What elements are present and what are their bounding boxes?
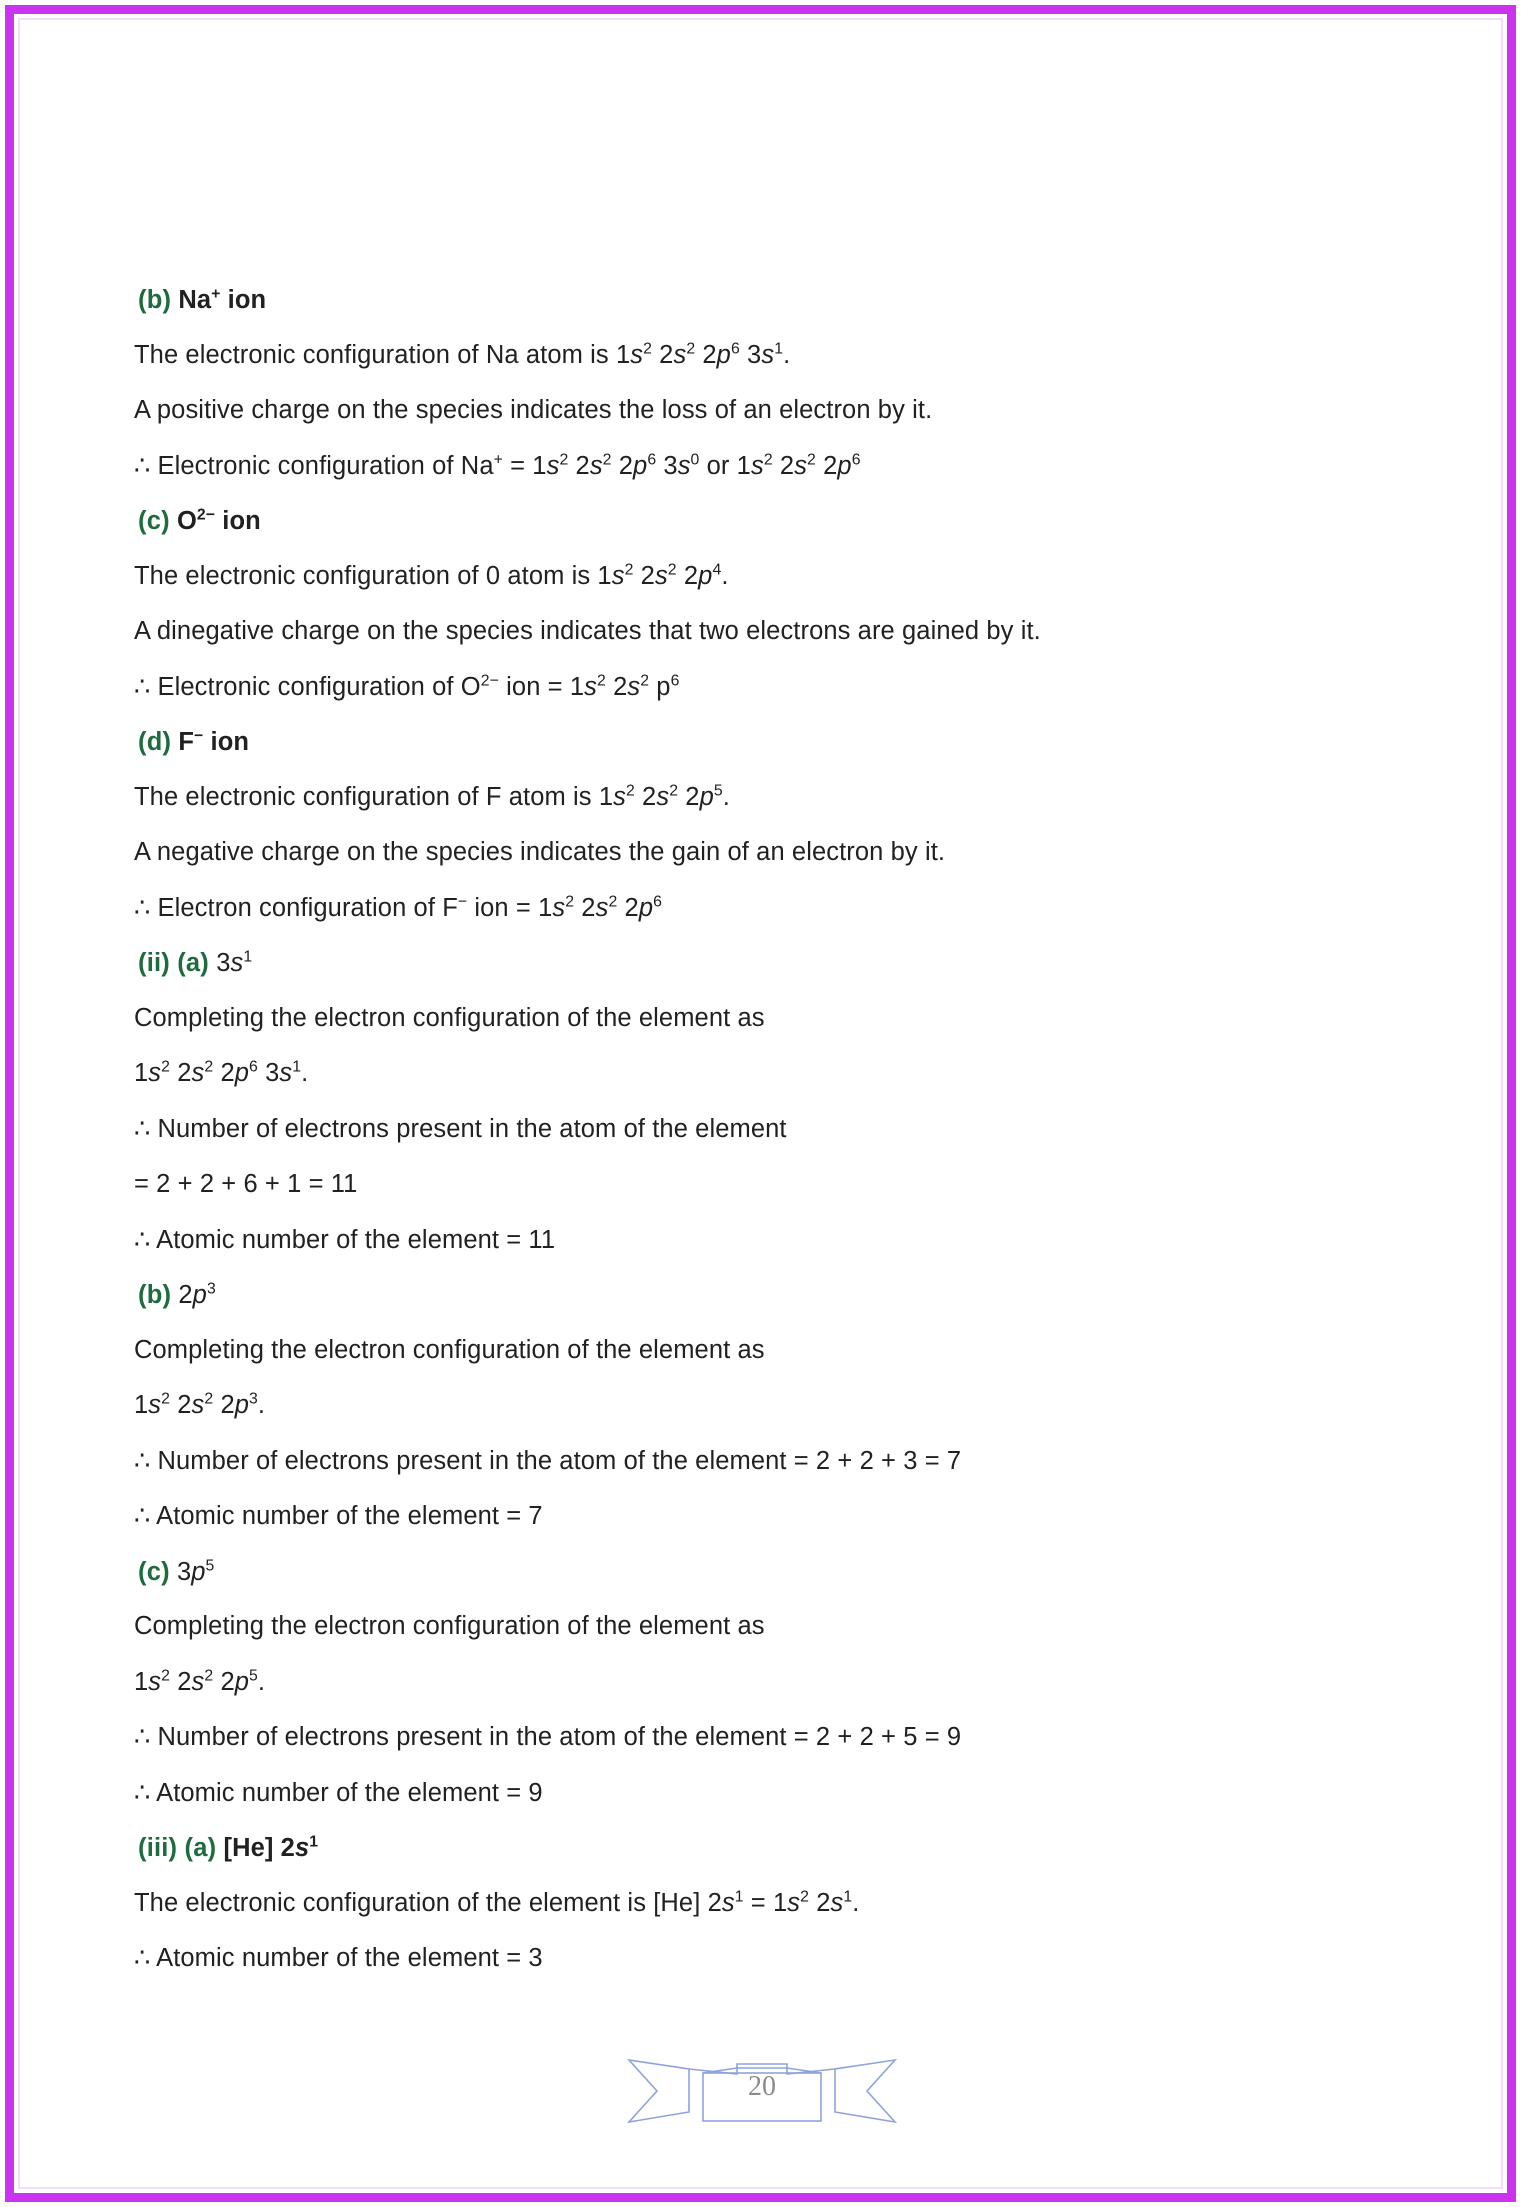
text-line: $1s^2$ $2s^2$ $2p^3$. [134, 1390, 266, 1419]
text-line: $1s^2$ $2s^2$ $2p^5$. [134, 1667, 266, 1696]
text-line: A positive charge on the species indicates the loss of an electron by it. [134, 396, 933, 424]
text-line: A dinegative charge on the species indicates that two electrons are gained by it. [134, 617, 1041, 645]
section-label: (b) [138, 286, 172, 314]
text-line: ∴ Electronic configuration of $Na^+ = 1s^2$ $2s^2$ $2p^6$ $3s^0$ or $1s^2$ $2s^2$ $2p^6$ [134, 451, 861, 480]
text-line: The electronic configuration of Na atom is $1s^2$ $2s^2$ $2p^6$ $3s^1$. [134, 340, 791, 369]
text-line: ∴ Atomic number of the element = 11 [134, 1225, 556, 1254]
section-heading [131, 948, 1401, 977]
section-title: $O^{2-}$ ion [176, 506, 261, 535]
text-line: Completing the electron configuration of the element as [134, 1612, 765, 1640]
page-number: 20 [748, 2071, 776, 2102]
section-heading [131, 727, 1401, 756]
section-title: $3p^5$ [176, 1557, 215, 1586]
section-label: (d) [138, 728, 172, 756]
section-label: (b) [138, 1281, 172, 1309]
text-line: A negative charge on the species indicates the gain of an electron by it. [134, 838, 946, 866]
text-line: Completing the electron configuration of the element as [134, 1335, 765, 1364]
section-label: (c) [138, 507, 170, 535]
text-line: ∴ Atomic number of the element = 9 [134, 1778, 543, 1807]
text-line: ∴ Number of electrons present in the atom of the element = 2 + 2 + 5 = 9 [134, 1723, 962, 1751]
text-line: ∴ Number of electrons present in the atom of the element = 2 + 2 + 3 = 7 [134, 1446, 962, 1475]
section-heading [131, 1280, 1401, 1309]
section-heading [131, 1557, 1401, 1586]
section-label: (c) [138, 1557, 170, 1586]
section-heading [131, 1833, 1401, 1862]
page-number-ribbon [627, 2040, 897, 2130]
section-title: $3s^1$ [216, 948, 253, 977]
section-title: [He] $2s^1$ [223, 1833, 319, 1862]
section-label: (iii) (a) [138, 1834, 217, 1862]
text-line: The electronic configuration of F atom is $1s^2$ $2s^2$ $2p^5$. [134, 782, 730, 811]
section-title: $2p^3$ [178, 1280, 216, 1309]
text-line: ∴ Atomic number of the element = 7 [134, 1502, 543, 1530]
section-heading [131, 285, 1401, 314]
text-line: ∴ Electronic configuration of $O^{2-}$ ion = $1s^2$ $2s^2$ $p^6$ [134, 672, 680, 701]
section-title: Na+ ion [178, 285, 267, 314]
text-line: The electronic configuration of 0 atom is $1s^2$ $2s^2$ $2p^4$. [134, 561, 729, 590]
section-label: (ii) (a) [138, 949, 210, 977]
text-line: ∴ Atomic number of the element = 3 [134, 1944, 543, 1972]
text-line: Completing the electron configuration of the element as [134, 1003, 765, 1032]
text-line: = 2 + 2 + 6 + 1 = 11 [134, 1170, 358, 1198]
text-line: ∴ Electron configuration of F− ion = $1s^2$ $2s^2$ $2p^6$ [134, 893, 662, 922]
text-line: ∴ Number of electrons present in the atom of the element [134, 1114, 787, 1143]
page-content [131, 285, 1401, 2002]
text-line: $1s^2$ $2s^2$ $2p^6$ $3s^1$. [134, 1058, 309, 1087]
text-line: The electronic configuration of the element is [He] $2s^1 = 1s^2$ $2s^1$. [134, 1888, 860, 1917]
section-heading [131, 506, 1401, 535]
section-title: F− ion [178, 727, 250, 756]
